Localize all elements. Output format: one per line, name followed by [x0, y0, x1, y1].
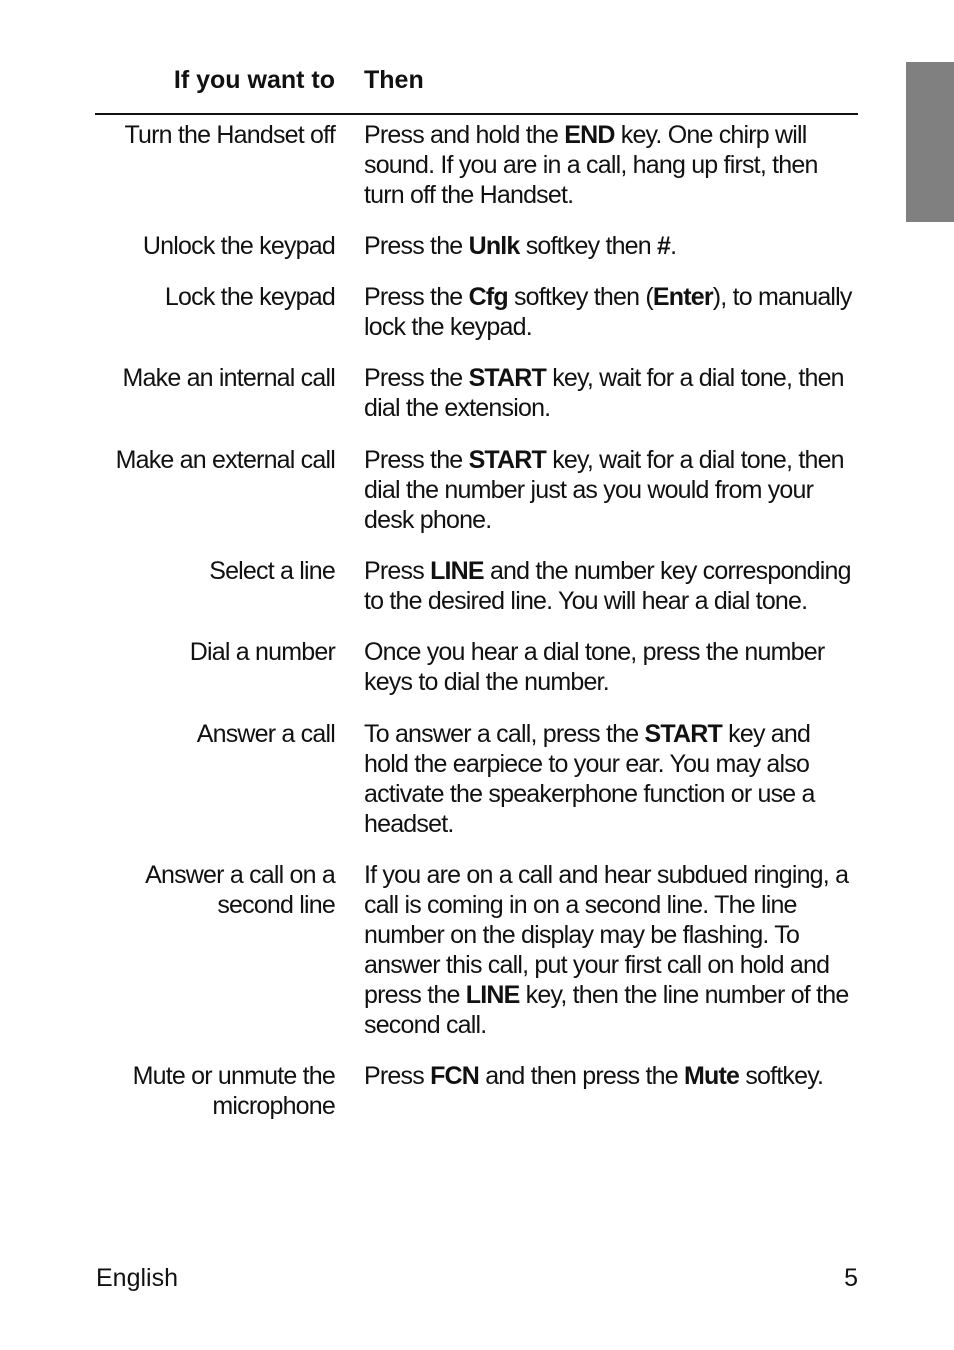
instruction-text: softkey then — [519, 232, 658, 260]
row-instruction — [364, 120, 854, 210]
instruction-keyword: # — [657, 232, 671, 260]
row-action: Answer a call on a second line — [145, 861, 335, 919]
instruction-keyword: LINE — [465, 981, 520, 1009]
instruction-text: key, wait for a dial tone, then dial the extension. — [364, 364, 844, 422]
instruction-text: ), to manually lock the keypad. — [364, 283, 852, 341]
instruction-keyword: Cfg — [468, 283, 508, 311]
instruction-text: key, then the line number of the second call. — [364, 981, 849, 1039]
instruction-keyword: Enter — [652, 283, 713, 311]
instruction-text: Press the — [364, 446, 469, 474]
instruction-text: Press and hold the — [364, 121, 565, 149]
row-instruction — [364, 282, 854, 342]
row-instruction — [364, 363, 854, 423]
row-action: Unlock the keypad — [142, 232, 335, 260]
row-instruction — [364, 231, 854, 261]
instruction-text: Press the — [364, 232, 469, 260]
row-action: Mute or unmute the microphone — [132, 1062, 335, 1120]
instruction-keyword: START — [468, 446, 547, 474]
table-header — [0, 64, 954, 104]
instruction-text: To answer a call, press the — [364, 720, 645, 748]
instruction-text: softkey. — [739, 1062, 824, 1090]
row-instruction — [364, 860, 854, 1040]
instruction-text: Press the — [364, 364, 469, 392]
row-instruction — [364, 719, 854, 839]
row-action: Select a line — [209, 557, 335, 585]
row-action: Turn the Handset off — [124, 121, 335, 149]
instruction-text: key. One chirp will sound. If you are in a call, hang up first, then turn off the Handset. — [364, 121, 818, 209]
instruction-keyword: LINE — [430, 557, 484, 585]
instruction-text: and then press the — [479, 1062, 685, 1090]
header-rule — [95, 113, 858, 115]
instruction-keyword: START — [468, 364, 547, 392]
row-action: Make an internal call — [122, 364, 335, 392]
row-instruction — [364, 445, 854, 535]
row-action: Answer a call — [196, 720, 335, 748]
header-then: Then — [364, 66, 424, 94]
instruction-keyword: Mute — [684, 1062, 740, 1090]
header-if-you-want-to: If you want to — [173, 66, 335, 94]
instruction-keyword: Unlk — [468, 232, 520, 260]
instruction-text: key and hold the earpiece to your ear. You may also activate the speakerphone function or use a headset. — [364, 720, 815, 838]
instruction-text: key, wait for a dial tone, then dial the number just as you would from your desk phone. — [364, 446, 844, 534]
row-action: Dial a number — [189, 638, 335, 666]
row-action: Make an external call — [115, 446, 335, 474]
row-instruction — [364, 556, 854, 616]
instruction-keyword: START — [644, 720, 723, 748]
instruction-keyword: FCN — [430, 1062, 480, 1090]
instruction-text: softkey then ( — [507, 283, 653, 311]
instruction-keyword: END — [564, 121, 615, 149]
row-instruction — [364, 637, 854, 697]
instruction-text: Press the — [364, 283, 469, 311]
instruction-text: Press — [364, 1062, 431, 1090]
instruction-text: Press — [364, 557, 431, 585]
page-number: 5 — [844, 1264, 858, 1292]
instruction-text: Once you hear a dial tone, press the number keys to dial the number. — [364, 638, 825, 696]
row-action: Lock the keypad — [164, 283, 335, 311]
footer-language: English — [96, 1264, 178, 1292]
instruction-text: and the number key corresponding to the desired line. You will hear a dial tone. — [364, 557, 851, 615]
instruction-text: If you are on a call and hear subdued ringing, a call is coming in on a second line. The line number on the display may be flashing. To answer this call, put your first call on hold and press the — [364, 861, 849, 1009]
instruction-text: . — [670, 232, 677, 260]
row-instruction — [364, 1061, 854, 1091]
